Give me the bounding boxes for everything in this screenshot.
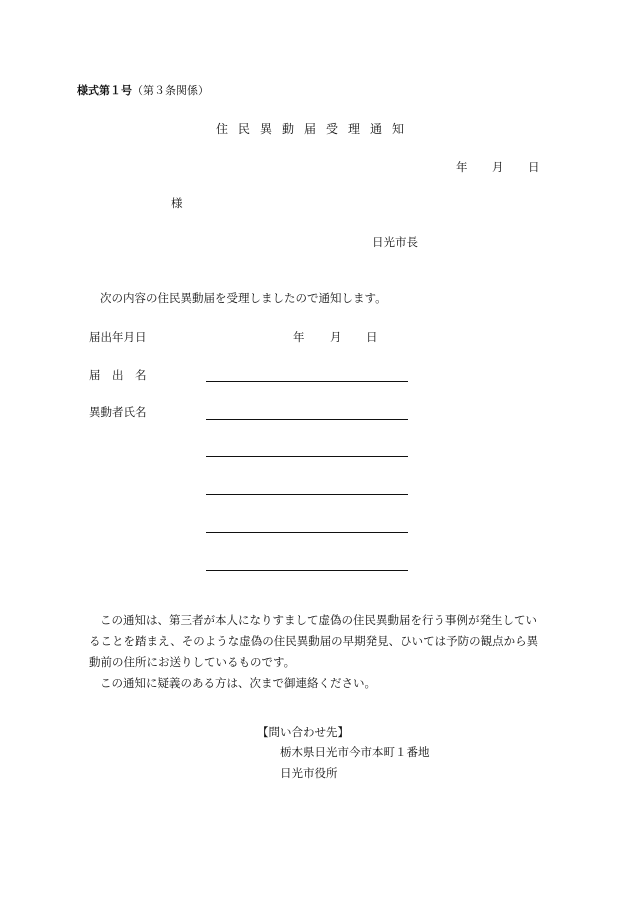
notice-line: 動前の住所にお送りしているものです。 <box>89 655 296 669</box>
document-title: 住民異動届受理通知 <box>216 122 415 136</box>
top-date-day: 日 <box>528 160 540 174</box>
notice-line: この通知は、第三者が本人になりすまして虚偽の住民異動届を行う事例が発生してい <box>100 613 537 627</box>
sender-mayor: 日光市長 <box>372 235 418 249</box>
filer-name-line <box>206 381 408 382</box>
form-relation: （第３条関係） <box>132 84 209 97</box>
mover-name-line <box>206 532 408 533</box>
mover-name-line <box>206 456 408 457</box>
intro-text: 次の内容の住民異動届を受理しましたので通知します。 <box>100 291 387 305</box>
mover-name-line <box>206 494 408 495</box>
contact-address: 栃木県日光市今市本町１番地 <box>280 745 430 759</box>
form-number-label: 様式第１号 <box>77 84 132 97</box>
filing-date-month: 月 <box>330 330 342 344</box>
filing-date-day: 日 <box>366 330 378 344</box>
mover-name-line <box>206 570 408 571</box>
filer-name-label: 届 出 名 <box>89 368 147 382</box>
filing-date-label: 届出年月日 <box>89 330 147 344</box>
notice-paragraph <box>89 610 559 694</box>
mover-name-line <box>206 419 408 420</box>
filing-date-year: 年 <box>293 330 305 344</box>
top-date-year: 年 <box>456 160 468 174</box>
contact-office: 日光市役所 <box>280 766 338 780</box>
mover-names-label: 異動者氏名 <box>89 405 147 419</box>
top-date-month: 月 <box>492 160 504 174</box>
notice-line: この通知に疑義のある方は、次まで御連絡ください。 <box>100 676 376 690</box>
form-number <box>77 85 209 96</box>
notice-line: ることを踏まえ、そのような虚偽の住民異動届の早期発見、ひいては予防の観点から異 <box>89 634 539 648</box>
contact-heading: 【問い合わせ先】 <box>257 725 349 739</box>
addressee-honorific: 様 <box>171 196 183 210</box>
